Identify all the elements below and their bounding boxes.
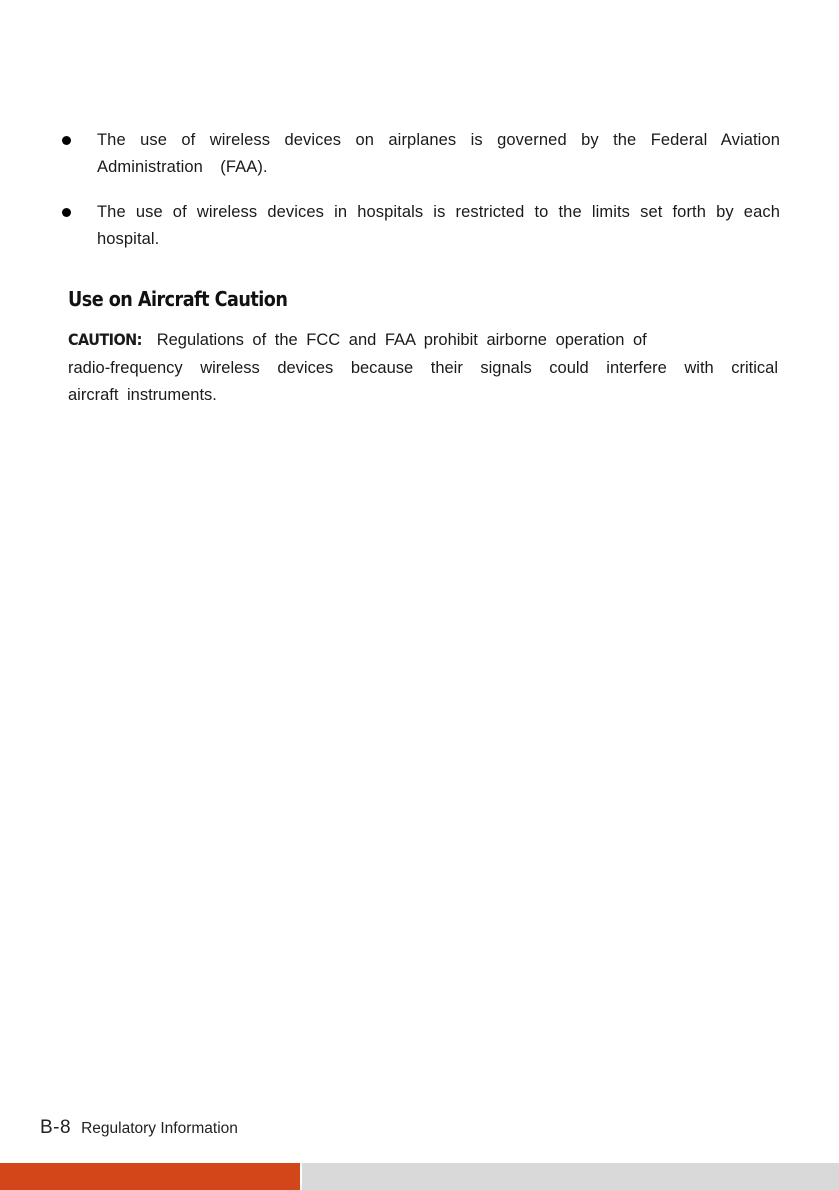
page-number: B-8 xyxy=(40,1117,72,1138)
caution-paragraph xyxy=(68,326,778,410)
bullet-list xyxy=(58,127,780,271)
footer-title: Regulatory Information xyxy=(81,1120,238,1137)
list-item xyxy=(58,199,780,253)
bullet-icon xyxy=(62,136,71,145)
section-heading: Use on Aircraft Caution xyxy=(68,287,288,311)
footer-accent-bar xyxy=(0,1163,300,1190)
list-item xyxy=(58,127,780,181)
footer-gray-bar xyxy=(302,1163,839,1190)
bullet-text: The use of wireless devices on airplanes is governed by the Federal Aviation Administration (FAA). xyxy=(97,131,780,176)
bullet-text: The use of wireless devices in hospitals is restricted to the limits set forth by each hospital. xyxy=(97,203,780,248)
caution-text-1: Regulations of the FCC and FAA prohibit airborne operation of xyxy=(156,331,647,349)
caution-label: CAUTION: xyxy=(68,330,142,349)
caution-text-3: aircraft instruments. xyxy=(68,386,217,404)
caution-text-2: radio-frequency wireless devices because their signals could interfere with critical xyxy=(68,358,778,377)
page-footer xyxy=(40,1117,238,1139)
bullet-icon xyxy=(62,208,71,217)
caution-line-1 xyxy=(68,326,778,355)
